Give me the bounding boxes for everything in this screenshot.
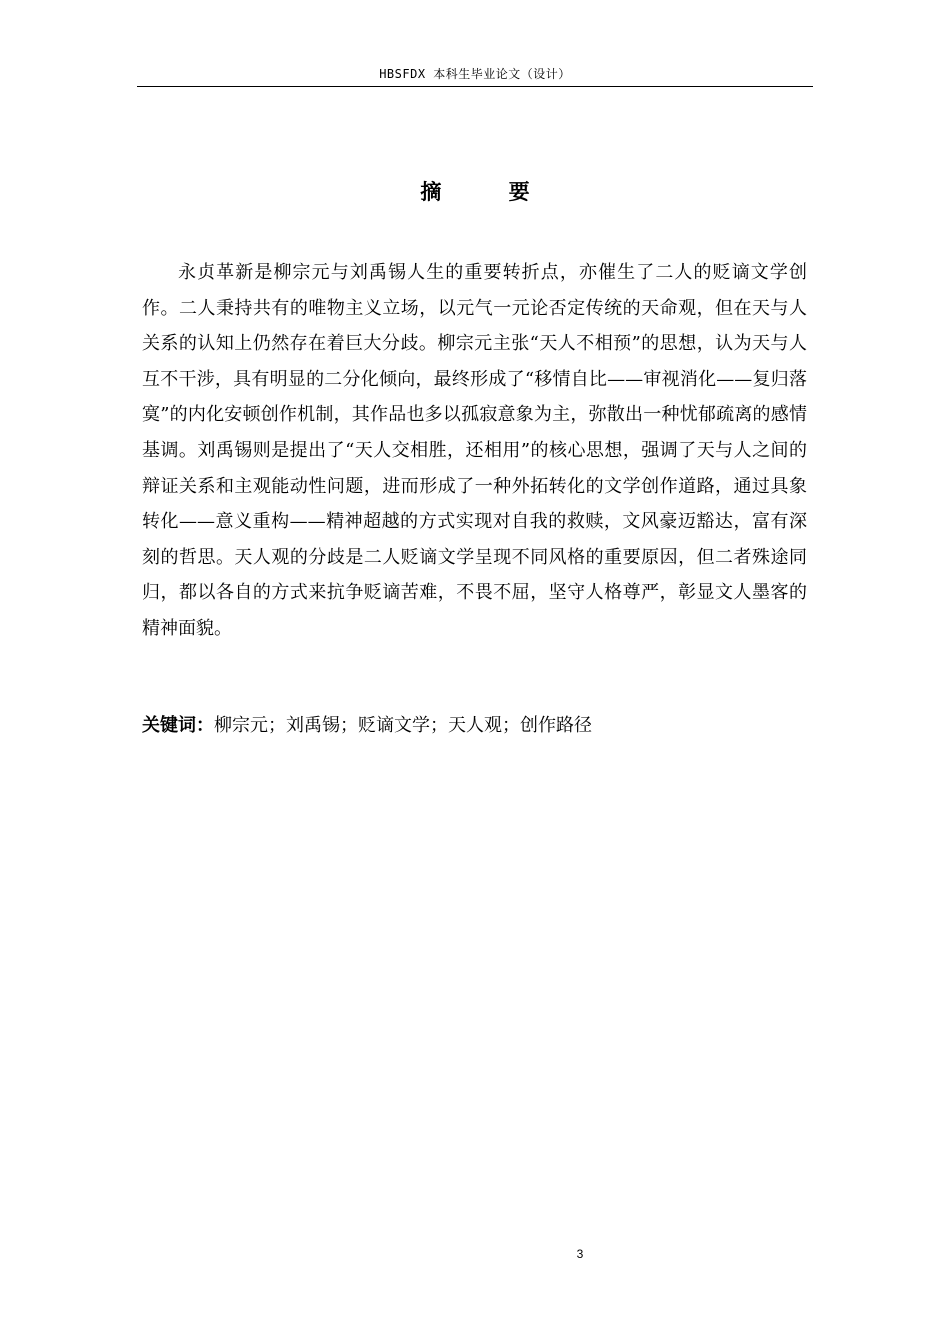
abstract-title: 摘 要 bbox=[420, 180, 560, 204]
keywords-label: 关键词： bbox=[142, 715, 214, 736]
keywords-line bbox=[142, 708, 807, 744]
page-header: HBSFDX 本科生毕业论文（设计） bbox=[379, 67, 571, 81]
page-number: 3 bbox=[576, 1247, 584, 1261]
header-rule bbox=[137, 86, 813, 87]
keywords-value: 柳宗元；刘禹锡；贬谪文学；天人观；创作路径 bbox=[214, 715, 592, 736]
abstract-body: 永贞革新是柳宗元与刘禹锡人生的重要转折点，亦催生了二人的贬谪文学创作。二人秉持共有的唯物主义立场，以元气一元论否定传统的天命观，但在天与人关系的认知上仍然存在着巨大分歧。柳宗元主张“天人不相预”的思想，认为天与人互不干涉，具有明显的二分化倾向，最终形成了“移情自比——审视消化——复归落寞”的内化安顿创作机制，其作品也多以孤寂意象为主，弥散出一种忧郁疏离的感情基调。刘禹锡则是提出了“天人交相胜，还相用”的核心思想，强调了天与人之间的辩证关系和主观能动性问题，进而形成了一种外拓转化的文学创作道路，通过具象转化——意义重构——精神超越的方式实现对自我的救赎，文风豪迈豁达，富有深刻的哲思。天人观的分歧是二人贬谪文学呈现不同风格的重要原因，但二者殊途同归，都以各自的方式来抗争贬谪苦难，不畏不屈，坚守人格尊严，彰显文人墨客的精神面貌。 bbox=[142, 262, 807, 639]
